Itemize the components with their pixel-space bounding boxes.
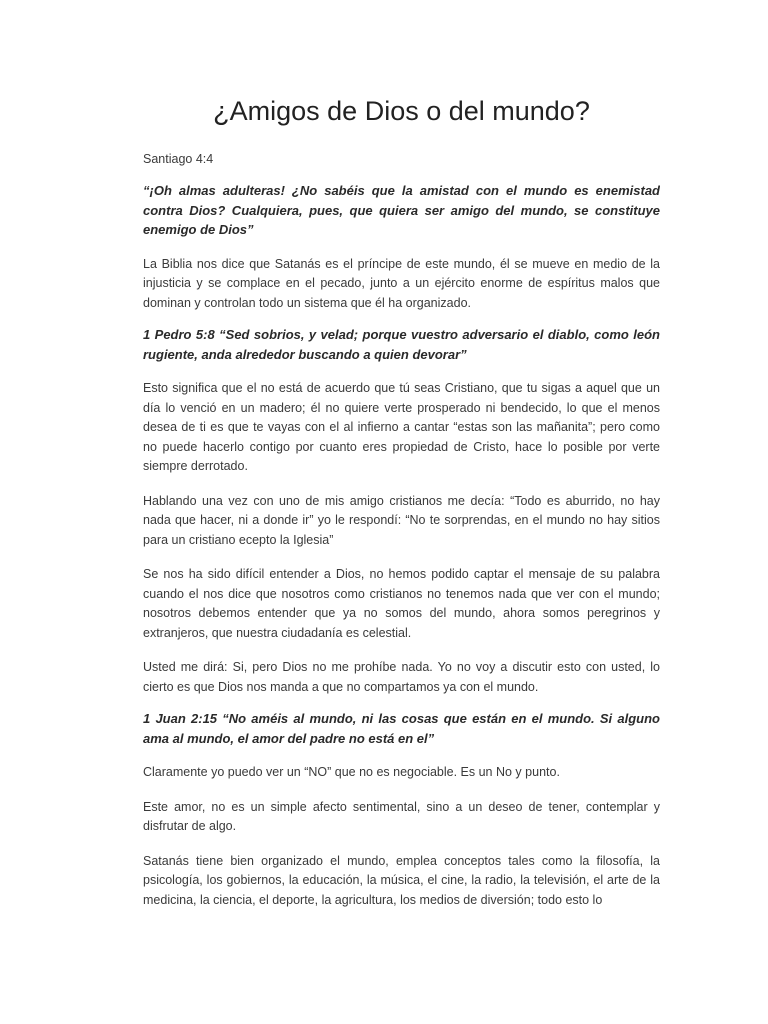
quote-text: “No améis al mundo, ni las cosas que están en el mundo. Si alguno ama al mundo, el amor del padre no está en el” — [143, 711, 660, 746]
page-title: ¿Amigos de Dios o del mundo? — [213, 96, 590, 126]
paragraph-4: Se nos ha sido difícil entender a Dios, no hemos podido captar el mensaje de su palabra cuando el nos dice que nosotros como cristianos no tenemos nada que ver con el mundo; nosotros debemos entender que ya no somos del mundo, ahora somos peregrinos y extranjeros, que nuestra ciudadanía es celestial. — [143, 567, 660, 640]
paragraph-1: La Biblia nos dice que Satanás es el príncipe de este mundo, él se mueve en medio de la injusticia y se complace en el pecado, junto a un ejército enorme de espíritus malos que dominan y controlan todo un sistema que él ha organizado. — [143, 256, 660, 310]
quote-citation: 1 Juan 2:15 — [143, 711, 218, 726]
quote-1-pedro — [143, 325, 660, 364]
quote-1-juan — [143, 709, 660, 748]
paragraph-6: Claramente yo puedo ver un “NO” que no es negociable. Es un No y punto. — [143, 765, 560, 779]
quote-citation: 1 Pedro 5:8 — [143, 327, 215, 342]
paragraph-5: Usted me dirá: Si, pero Dios no me prohíbe nada. Yo no voy a discutir esto con usted, lo cierto es que Dios nos manda a que no compartamos ya con el mundo. — [143, 660, 660, 694]
paragraph-7: Este amor, no es un simple afecto sentimental, sino a un deseo de tener, contemplar y disfrutar de algo. — [143, 799, 660, 833]
paragraph-3: Hablando una vez con uno de mis amigo cristianos me decía: “Todo es aburrido, no hay nada que hacer, ni a donde ir” yo le respondí: “No te sorprendas, en el mundo no hay sitios para un cristiano ecepto la Iglesia” — [143, 493, 660, 547]
scripture-reference: Santiago 4:4 — [143, 152, 214, 166]
paragraph-2: Esto significa que el no está de acuerdo que tú seas Cristiano, que tu sigas a aquel que un día lo venció en un madero; él no quiere verte prosperado ni bendecido, lo que el menos desea de ti es que te vayas con el al infierno a cantar “estas son las mañanita”; pero como no puede hacerlo contigo por cuanto eres propiedad de Cristo, hace lo posible por verte siempre derrotado. — [143, 381, 660, 473]
quote-text: “Sed sobrios, y velad; porque vuestro adversario el diablo, como león rugiente, anda alrededor buscando a quien devorar” — [143, 327, 660, 362]
document-page — [143, 0, 660, 1024]
paragraph-8: Satanás tiene bien organizado el mundo, emplea conceptos tales como la filosofía, la psicología, los gobiernos, la educación, la música, el cine, la radio, la televisión, el arte de la medicina, la ciencia, el deporte, la agricultura, los medios de diversión; todo esto lo — [143, 853, 660, 907]
quote-santiago: “¡Oh almas adulteras! ¿No sabéis que la amistad con el mundo es enemistad contra Dios? Cualquiera, pues, que quiera ser amigo del mundo, se constituye enemigo de Dios” — [143, 183, 660, 237]
